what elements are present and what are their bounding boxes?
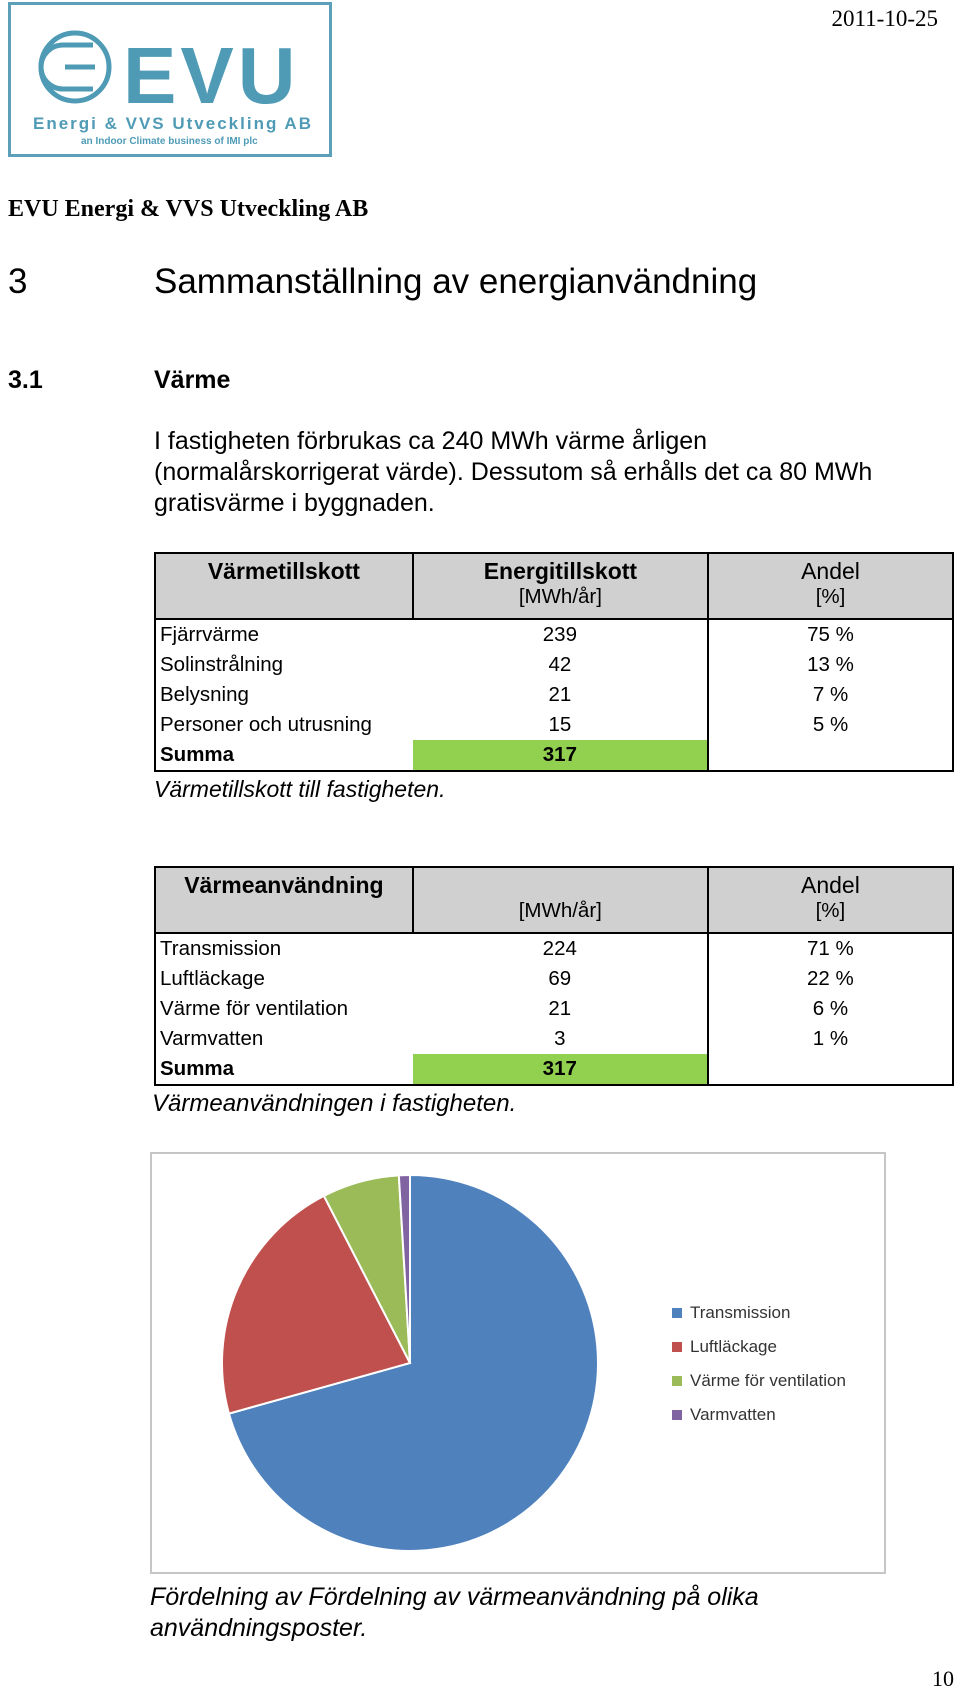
header-energy: [MWh/år] bbox=[413, 867, 708, 933]
legend-label: Luftläckage bbox=[690, 1337, 777, 1356]
legend-item bbox=[672, 1296, 846, 1330]
logo-wordmark: EVU bbox=[123, 31, 300, 120]
company-name: EVU Energi & VVS Utveckling AB bbox=[8, 196, 369, 222]
legend-label: Varmvatten bbox=[690, 1405, 776, 1424]
table-header-row bbox=[155, 867, 953, 933]
table-row: Fjärrvärme 239 75 % bbox=[155, 619, 953, 650]
table-header-row bbox=[155, 553, 953, 619]
legend-label: Transmission bbox=[690, 1303, 791, 1322]
table2-caption: Värmeanvändningen i fastigheten. bbox=[152, 1090, 517, 1117]
sum-value: 317 bbox=[413, 740, 708, 771]
header-heat-gain: Värmetillskott bbox=[155, 553, 413, 619]
legend-item bbox=[672, 1330, 846, 1364]
legend-item bbox=[672, 1398, 846, 1432]
section-title: Sammanställning av energianvändning bbox=[154, 262, 758, 301]
header-share: Andel [%] bbox=[708, 867, 953, 933]
table-row: Personer och utrusning 15 5 % bbox=[155, 710, 953, 740]
table-row: Värme för ventilation 21 6 % bbox=[155, 994, 953, 1024]
section-number: 3 bbox=[8, 262, 28, 301]
table-row: Belysning 21 7 % bbox=[155, 680, 953, 710]
heat-use-table bbox=[154, 866, 954, 1086]
page-number: 10 bbox=[932, 1666, 954, 1691]
subsection-title: Värme bbox=[154, 366, 231, 394]
heat-gain-table bbox=[154, 552, 954, 772]
legend-swatch bbox=[672, 1410, 682, 1420]
header-heat-use: Värmeanvändning bbox=[155, 867, 413, 933]
subsection-number: 3.1 bbox=[8, 366, 43, 394]
sum-row: Summa 317 bbox=[155, 740, 953, 771]
document-date: 2011-10-25 bbox=[831, 6, 938, 31]
logo-tagline: an Indoor Climate business of IMI plc bbox=[81, 136, 258, 147]
chart-legend bbox=[672, 1296, 846, 1432]
legend-swatch bbox=[672, 1308, 682, 1318]
legend-swatch bbox=[672, 1342, 682, 1352]
header-share: Andel [%] bbox=[708, 553, 953, 619]
header-energy: Energitillskott [MWh/år] bbox=[413, 553, 708, 619]
sum-value: 317 bbox=[413, 1054, 708, 1085]
figure-caption: Fördelning av Fördelning av värmeanvändning på olika användningsposter. bbox=[150, 1583, 759, 1642]
legend-swatch bbox=[672, 1376, 682, 1386]
table-row: Solinstrålning 42 13 % bbox=[155, 650, 953, 680]
legend-item bbox=[672, 1364, 846, 1398]
intro-paragraph: I fastigheten förbrukas ca 240 MWh värme årligen (normalårskorrigerat värde). Dessutom så erhålls det ca 80 MWh gratisvärme i byggnaden. bbox=[154, 427, 873, 517]
logo-subtitle: Energi & VVS Utveckling AB bbox=[33, 114, 313, 133]
company-logo bbox=[8, 2, 332, 157]
table-row: Transmission 224 71 % bbox=[155, 933, 953, 964]
sum-row: Summa 317 bbox=[155, 1054, 953, 1085]
legend-label: Värme för ventilation bbox=[690, 1371, 846, 1390]
table-row: Luftläckage 69 22 % bbox=[155, 964, 953, 994]
table1-caption: Värmetillskott till fastigheten. bbox=[154, 776, 446, 802]
table-row: Varmvatten 3 1 % bbox=[155, 1024, 953, 1054]
